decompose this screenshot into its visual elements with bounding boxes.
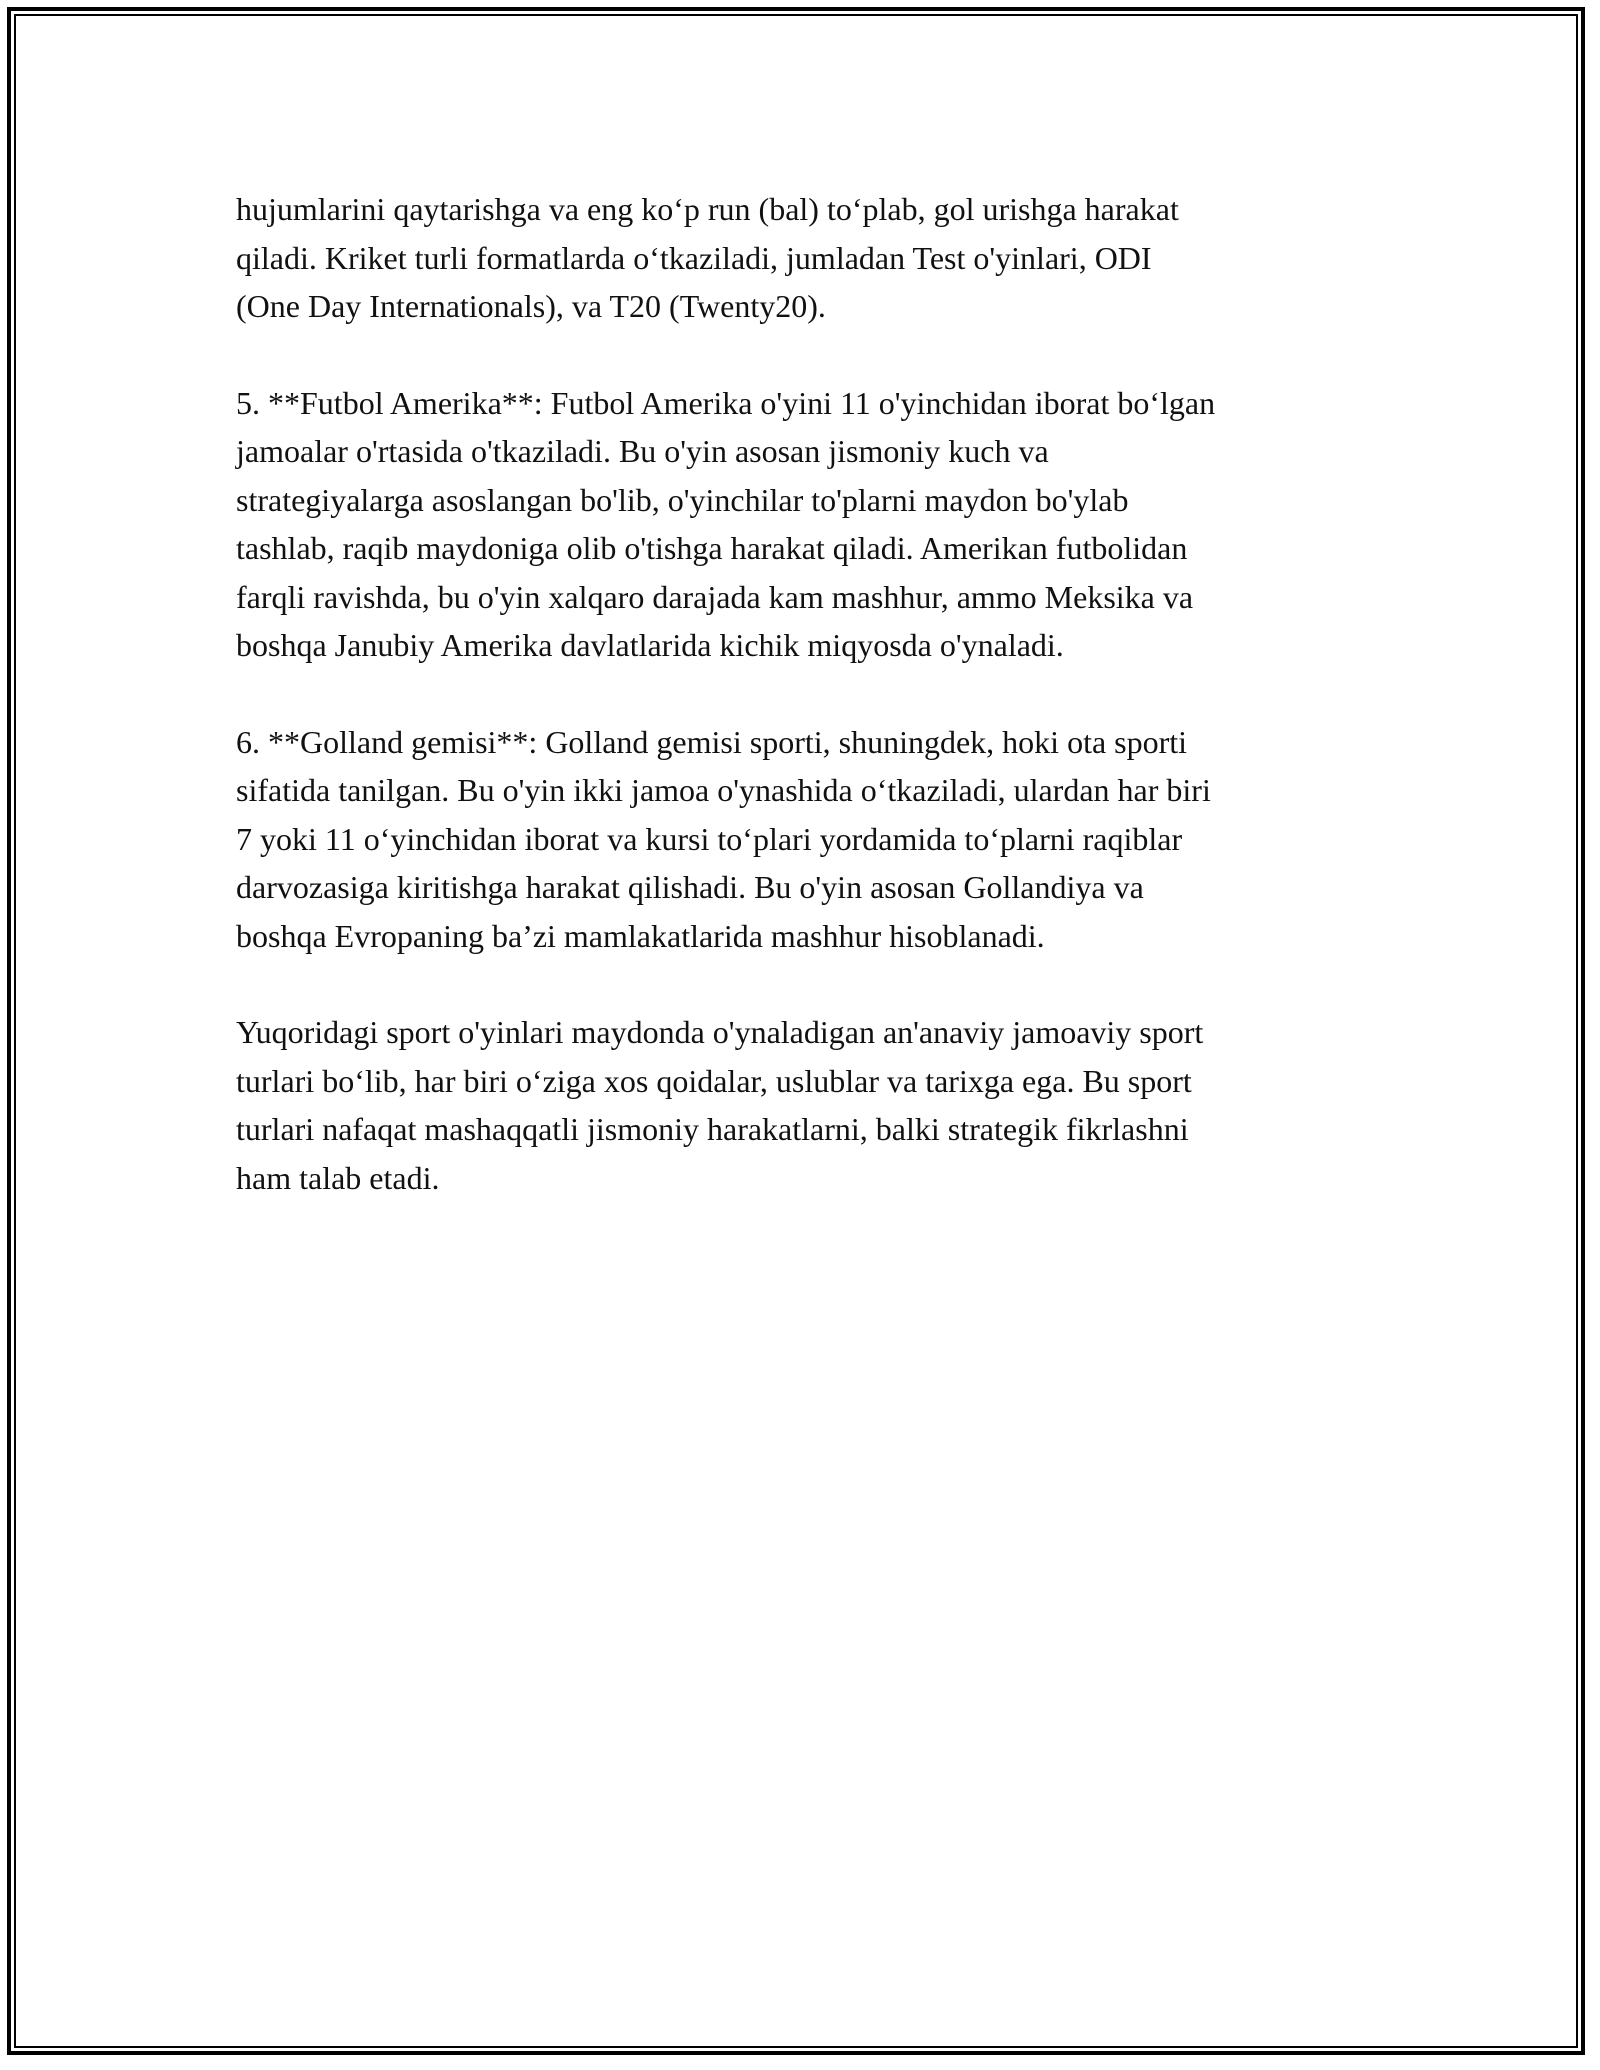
text-line: turlari nafaqat mashaqqatli jismoniy harakatlarni, balki strategik fikrlashni [236,1111,1189,1147]
text-line: 5. **Futbol Amerika**: Futbol Amerika o'yini 11 o'yinchidan iborat boʻlgan [236,384,1216,421]
text-line: strategiyalarga asoslangan bo'lib, o'yinchilar to'plarni maydon bo'ylab [236,481,1129,518]
text-line: 6. **Golland gemisi**: Golland gemisi sporti, shuningdek, hoki ota sporti [236,723,1188,760]
text-line: ham talab etadi. [236,1159,440,1196]
text-line: hujumlarini qaytarishga va eng koʻp run (bal) toʻplab, gol urishga harakat [236,191,1179,227]
document-body [236,185,1376,1250]
paragraph-futbol-amerika [236,379,1376,670]
text-line: darvozasiga kiritishga harakat qilishadi. Bu o'yin asosan Gollandiya va [236,869,1144,905]
text-line: qiladi. Kriket turli formatlarda oʻtkaziladi, jumladan Test o'yinlari, ODI [236,239,1152,276]
text-line: 7 yoki 11 oʻyinchidan iborat va kursi toʻplari yordamida toʻplarni raqiblar [236,820,1183,857]
text-line: sifatida tanilgan. Bu o'yin ikki jamoa o'ynashida oʻtkaziladi, ulardan har biri [236,772,1211,808]
text-line: farqli ravishda, bu o'yin xalqaro darajada kam mashhur, ammo Meksika va [236,578,1194,615]
text-line: jamoalar o'rtasida o'tkaziladi. Bu o'yin asosan jismoniy kuch va [236,433,1049,469]
text-line: (One Day Internationals), va T20 (Twenty20). [236,288,826,324]
paragraph-cricket-continuation [236,185,1376,331]
text-line: Yuqoridagi sport o'yinlari maydonda o'ynaladigan an'anaviy jamoaviy sport [236,1014,1204,1050]
paragraph-conclusion [236,1008,1376,1202]
paragraph-golland-gemisi [236,718,1376,961]
text-line: boshqa Janubiy Amerika davlatlarida kichik miqyosda o'ynaladi. [236,627,1064,663]
text-line: tashlab, raqib maydoniga olib o'tishga harakat qiladi. Amerikan futbolidan [236,530,1188,566]
text-line: boshqa Evropaning ba’zi mamlakatlarida mashhur hisoblanadi. [236,917,1045,954]
text-line: turlari boʻlib, har biri oʻziga xos qoidalar, uslublar va tarixga ega. Bu sport [236,1062,1192,1099]
